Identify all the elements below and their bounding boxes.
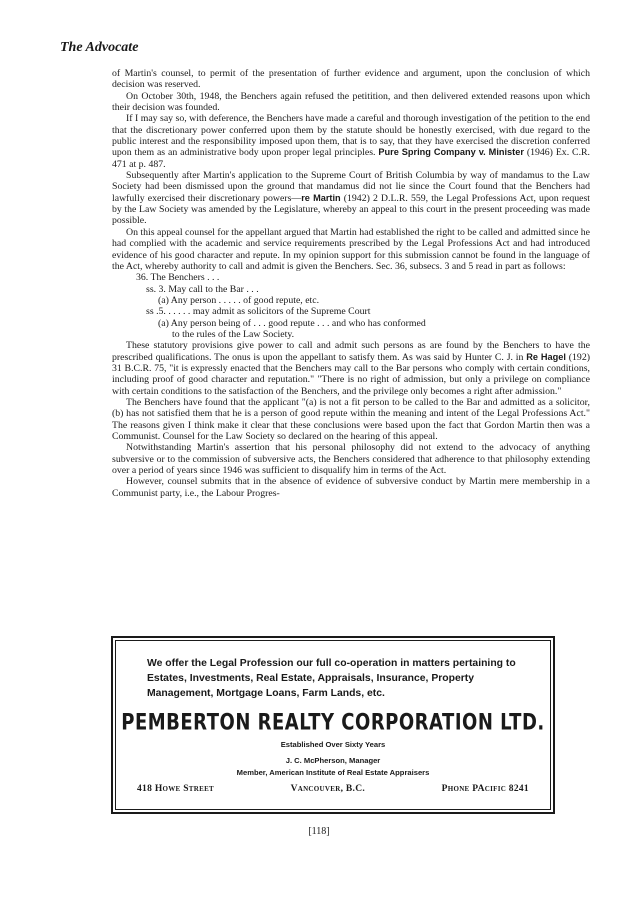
- statute-excerpt: [112, 272, 590, 340]
- paragraph: [112, 170, 590, 227]
- paragraph-text: If I may say so, with deference, the Benchers have made a careful and thorough investigation of the petition to the end that the discretionary power conferred upon them by the statute should be honestly exercised, with due regard to the public interest and the responsibility imposed upon them, that is to say, that they have exercised the discretion conferred upon them as an administrative body upon proper legal principles.: [112, 113, 590, 159]
- paragraph: [112, 113, 590, 170]
- paragraph: On this appeal counsel for the appellant argued that Martin had established the right to be called and admitted since he had complied with the academic and service requirements prescribed by the Legal Professions Act and had introduced evidence of his good character and repute. In my opinion support for this submission cannot be found in the language of the Act, whereby authority to call and admit is given the Benchers. Sec. 36, subsecs. 3 and 5 read in part as follows:: [112, 226, 590, 272]
- statute-line: (a) Any person being of . . . good repute . . . and who has conformed: [158, 317, 426, 329]
- paragraph: Notwithstanding Martin's assertion that his personal philosophy did not extend to the advocacy of anything subversive or to the commission of subversive acts, the Benchers considered that adherence to that philosophy extending over a period of years since 1946 was sufficient to disqualify him in terms of the Act.: [112, 442, 590, 477]
- membership-line: Member, American Institute of Real Estate Appraisers: [236, 768, 430, 777]
- article-body: [112, 68, 590, 499]
- case-citation: Pure Spring Company v. Minister: [378, 147, 524, 158]
- paragraph-text: (1942) 2 D.L.R. 559, the Legal Professions Act, upon request by the Law Society was amended by the Legislature, whereby an appeal to this court in the present proceeding was made possible.: [112, 192, 591, 227]
- advertisement-box: [111, 636, 555, 814]
- ad-contact-row: [137, 784, 529, 794]
- statute-line: ss. 3. May call to the Bar . . .: [146, 283, 259, 295]
- established-line: Established Over Sixty Years: [280, 740, 386, 749]
- statute-line: 36. The Benchers . . .: [136, 272, 220, 284]
- paragraph: [112, 340, 590, 397]
- paragraph: On October 30th, 1948, the Benchers again refused the petitition, and then delivered extended reasons upon which their decision was founded.: [112, 90, 590, 114]
- case-citation: Re Hagel: [526, 351, 566, 362]
- paragraph: of Martin's counsel, to permit of the presentation of further evidence and argument, upon the conclusion of which decision was reserved.: [112, 68, 590, 91]
- company-name: PEMBERTON REALTY CORPORATION LTD.: [121, 709, 545, 736]
- address: 418 Howe Street: [137, 784, 215, 794]
- phone: Phone PAcific 8241: [441, 784, 529, 794]
- statute-line: (a) Any person . . . . . of good repute, etc.: [158, 294, 320, 306]
- statute-line: to the rules of the Law Society.: [172, 328, 295, 340]
- manager-line: J. C. McPherson, Manager: [285, 756, 381, 765]
- statute-line: ss .5. . . . . . may admit as solicitors of the Supreme Court: [146, 306, 371, 318]
- paragraph: However, counsel submits that in the absence of evidence of subversive conduct by Martin mere membership in a Communist party, i.e., the Labour Progres-: [112, 476, 590, 499]
- case-citation: re Martin: [301, 192, 341, 203]
- page-number: [118]: [308, 826, 330, 837]
- paragraph-text: Subsequently after Martin's application to the Supreme Court of British Columbia by way of mandamus to the Law Society had been dismissed upon the ground that mandamus did not lie since the Court found that the Benchers had lawfully exercised their discretionary powers—: [112, 170, 590, 204]
- running-title: The Advocate: [60, 40, 139, 55]
- paragraph-text: These statutory provisions give power to call and admit such persons as are found by the Benchers to have the prescribed qualifications. The onus is upon the appellant to satisfy them. As was said by Hunter C. J. in: [112, 340, 590, 363]
- paragraph-text: (1946) Ex. C.R. 471 at p. 487.: [112, 147, 591, 170]
- paragraph: The Benchers have found that the applicant "(a) is not a fit person to be called to the Bar and admitted as a solicitor, (b) has not satisfied them that he is a person of good repute within the meaning and intent of the Legal Professions Act." The reasons given I think make it clear that these conclusions were based upon the fact that Gordon Martin then was a Communist. Counsel for the Law Society so declared on the hearing of this appeal.: [112, 396, 590, 442]
- city: Vancouver, B.C.: [290, 784, 366, 794]
- ad-copy: We offer the Legal Profession our full co-operation in matters pertaining to Estates, Investments, Real Estate, Appraisals, Insurance, Property Management, Mortgage Loans, Farm Lands, etc.: [147, 658, 516, 699]
- paragraph-text: (192) 31 B.C.R. 75, "it is expressly enacted that the Benchers may call to the Bar persons who comply with certain conditions, including proof of good character and reputation." "There is no right of admission, but only a privilege on compliance with certain conditions to the satisfaction of the Benchers, and the privilege only becomes a right after admission.": [112, 351, 590, 397]
